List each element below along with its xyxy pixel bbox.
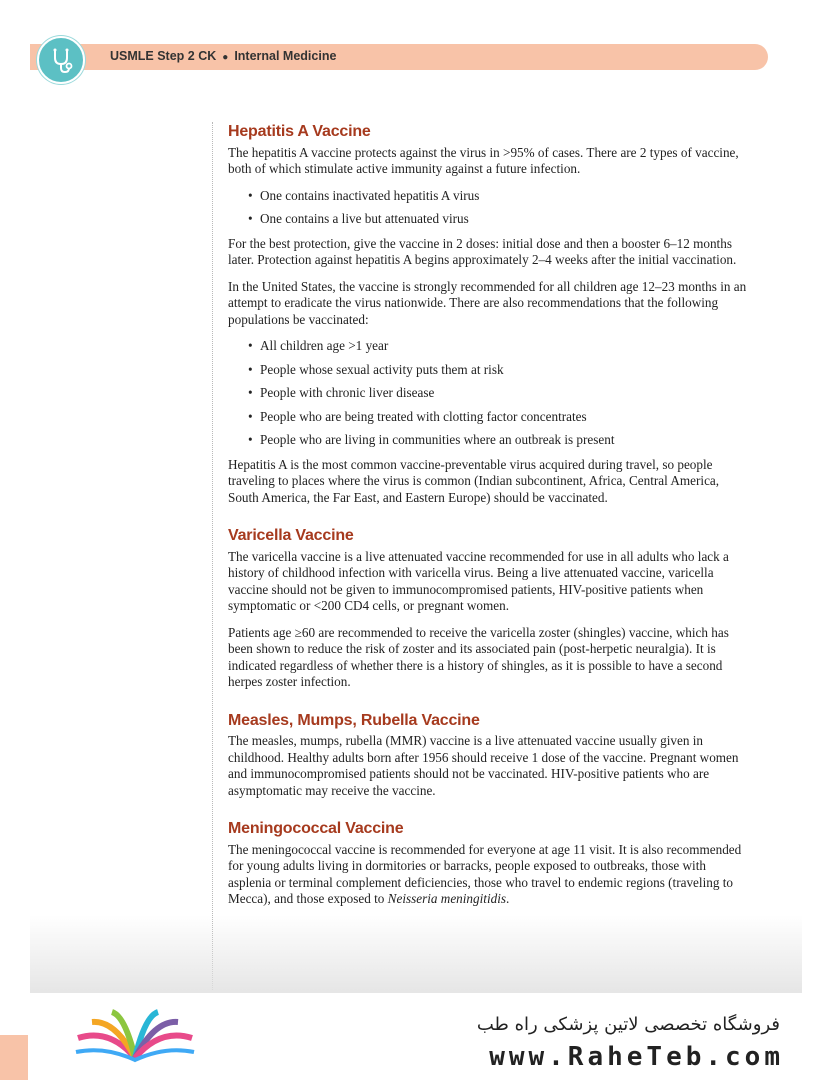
paragraph: [228, 842, 748, 908]
paragraph: Patients age ≥60 are recommended to receive the varicella zoster (shingles) vaccine, which has been shown to reduce the risk of zoster and its associated pain (post-herpetic neuralgia). It is indicated regardless of whether there is a history of shingles, as it is possible to have a second herpes zoster infection.: [228, 624, 729, 689]
bottom-fade: [30, 915, 802, 993]
section-hepatitis-a: [228, 124, 748, 506]
website-link[interactable]: www.RaheTeb.com: [489, 1042, 784, 1072]
separator-dot: ●: [222, 52, 229, 63]
header-logo: [37, 36, 85, 84]
section-varicella: [228, 528, 748, 691]
open-book-icon: [70, 1008, 200, 1070]
shop-name: فروشگاه تخصصی لاتین پزشکی راه طب: [476, 1014, 780, 1035]
list-item: • One contains inactivated hepatitis A virus: [250, 188, 748, 205]
bullet-list: [228, 188, 748, 228]
paragraph: The varicella vaccine is a live attenuated vaccine recommended for use in all adults who lack a history of childhood infection with varicella virus. Being a live attenuated vaccine, varicella vaccine should not be given to immunocompromised patients, HIV-positive patients when symptomatic or <200 CD4 cells, or pregnant women.: [228, 548, 729, 613]
list-item: • One contains a live but attenuated virus: [250, 211, 748, 228]
section-heading: Varicella Vaccine: [228, 527, 354, 544]
bullet-list: [228, 338, 748, 449]
section-mmr: [228, 713, 748, 800]
list-item: • People who are living in communities where an outbreak is present: [250, 432, 748, 449]
footer-logo: [70, 1008, 200, 1075]
paragraph: In the United States, the vaccine is strongly recommended for all children age 12–23 months in an attempt to eradicate the virus nationwide. There are also recommendations that the following populations be vaccinated:: [228, 278, 747, 327]
section-heading: Hepatitis A Vaccine: [228, 123, 371, 140]
section-heading: Measles, Mumps, Rubella Vaccine: [228, 711, 480, 729]
book-title: USMLE Step 2 CK: [110, 49, 217, 63]
section-meningococcal: [228, 821, 748, 908]
chapter-title: Internal Medicine: [234, 49, 337, 63]
running-header: [110, 49, 336, 63]
paragraph: Hepatitis A is the most common vaccine-preventable virus acquired during travel, so people traveling to places where the virus is common (Indian subcontinent, Africa, Central America, South America, the Far East, and Eastern Europe) should be vaccinated.: [228, 456, 720, 505]
page-body: [228, 124, 748, 930]
list-item: • People who are being treated with clotting factor concentrates: [250, 409, 748, 426]
organism-name: Neisseria meningitidis: [387, 891, 506, 906]
section-heading: Meningococcal Vaccine: [228, 820, 404, 837]
list-item: • People whose sexual activity puts them at risk: [250, 362, 748, 379]
page-edge-tab: [0, 1035, 28, 1080]
margin-rule: [212, 122, 213, 990]
list-item: • All children age >1 year: [250, 338, 748, 355]
paragraph: The measles, mumps, rubella (MMR) vaccine is a live attenuated vaccine usually given in childhood. Healthy adults born after 1956 should receive 1 dose of the vaccine. Pregnant women and immunocompromised patients should not be vaccinated. HIV-positive patients who are asymptomatic may receive the vaccine.: [228, 733, 739, 798]
paragraph: For the best protection, give the vaccine in 2 doses: initial dose and then a booster 6–12 months later. Protection against hepatitis A begins approximately 2–4 weeks after the initial vaccination.: [228, 235, 737, 267]
list-item: • People with chronic liver disease: [250, 385, 748, 402]
paragraph: The hepatitis A vaccine protects against the virus in >95% of cases. There are 2 types of vaccine, both of which stimulate active immunity against a future infection.: [228, 144, 739, 176]
stethoscope-icon: [46, 45, 76, 75]
paragraph-end: .: [506, 891, 510, 906]
paragraph-text: The meningococcal vaccine is recommended for everyone at age 11 visit. It is also recommended for young adults living in dormitories or barracks, people exposed to outbreaks, those with asplenia or terminal complement deficiencies, those who travel to endemic regions (traveling to Mecca), and those exposed to: [228, 841, 742, 906]
